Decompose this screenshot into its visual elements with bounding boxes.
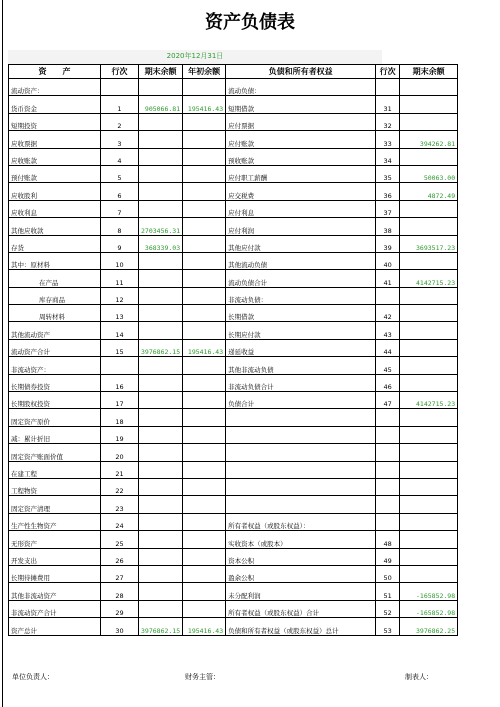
asset-line-cell: 21: [101, 461, 139, 478]
asset-end-balance-cell: [139, 392, 183, 409]
asset-line-cell: 9: [101, 235, 139, 252]
asset-line-cell: 10: [101, 252, 139, 269]
liability-item-cell: [226, 409, 376, 426]
asset-line-cell: 18: [101, 409, 139, 426]
liability-end-balance-cell: 3976862.25: [400, 618, 458, 635]
asset-begin-balance-cell: [183, 79, 226, 96]
liability-line-cell: 32: [376, 113, 400, 130]
liability-line-cell: 40: [376, 252, 400, 269]
table-row: [9, 444, 458, 461]
liability-item-cell: 资本公积: [226, 548, 376, 565]
asset-end-balance-cell: [139, 600, 183, 617]
asset-begin-balance-cell: [183, 513, 226, 530]
table-row: [9, 79, 458, 96]
asset-item-cell: 无形资产: [9, 531, 101, 548]
asset-begin-balance-cell: [183, 235, 226, 252]
table-row: [9, 322, 458, 339]
header-end-balance-2: 期末余额: [400, 65, 458, 79]
header-asset: 资 产: [9, 65, 101, 79]
asset-item-cell: 应收票据: [9, 131, 101, 148]
asset-end-balance-cell: 3976862.15: [139, 618, 183, 635]
asset-line-cell: 11: [101, 270, 139, 287]
liability-end-balance-cell: [400, 287, 458, 304]
table-row: [9, 409, 458, 426]
table-row: [9, 165, 458, 182]
liability-line-cell: [376, 409, 400, 426]
asset-item-cell: 非流动资产合计: [9, 600, 101, 617]
liability-end-balance-cell: 4142715.23: [400, 270, 458, 287]
asset-end-balance-cell: [139, 79, 183, 96]
asset-end-balance-cell: [139, 183, 183, 200]
liability-end-balance-cell: 4142715.23: [400, 392, 458, 409]
asset-item-cell: 周转材料: [9, 305, 101, 322]
table-row: [9, 252, 458, 269]
liability-end-balance-cell: 50063.00: [400, 165, 458, 182]
liability-item-cell: 其他非流动负债: [226, 357, 376, 374]
header-end-balance: 期末余额: [139, 65, 183, 79]
asset-line-cell: 12: [101, 287, 139, 304]
asset-item-cell: 在产品: [9, 270, 101, 287]
asset-line-cell: 6: [101, 183, 139, 200]
asset-begin-balance-cell: [183, 305, 226, 322]
asset-begin-balance-cell: [183, 113, 226, 130]
asset-begin-balance-cell: [183, 600, 226, 617]
liability-item-cell: 预收账款: [226, 148, 376, 165]
liability-item-cell: 所有者权益（或股东权益）合计: [226, 600, 376, 617]
asset-item-cell: 其中：原材料: [9, 252, 101, 269]
asset-begin-balance-cell: [183, 444, 226, 461]
asset-line-cell: 20: [101, 444, 139, 461]
asset-begin-balance-cell: [183, 183, 226, 200]
asset-begin-balance-cell: 195416.43: [183, 618, 226, 635]
liability-end-balance-cell: [400, 531, 458, 548]
table-row: [9, 374, 458, 391]
report-date: 2020年12月31日: [166, 52, 224, 60]
asset-end-balance-cell: 368339.03: [139, 235, 183, 252]
liability-line-cell: [376, 461, 400, 478]
liability-line-cell: 34: [376, 148, 400, 165]
asset-begin-balance-cell: [183, 165, 226, 182]
table-row: [9, 565, 458, 582]
asset-begin-balance-cell: [183, 287, 226, 304]
asset-line-cell: 5: [101, 165, 139, 182]
liability-line-cell: 45: [376, 357, 400, 374]
asset-begin-balance-cell: [183, 496, 226, 513]
liability-end-balance-cell: [400, 548, 458, 565]
asset-item-cell: 其他非流动资产: [9, 583, 101, 600]
header-begin-balance: 年初余额: [183, 65, 226, 79]
asset-end-balance-cell: [139, 252, 183, 269]
asset-item-cell: 应收股利: [9, 183, 101, 200]
asset-line-cell: 2: [101, 113, 139, 130]
table-row: [9, 461, 458, 478]
asset-line-cell: 29: [101, 600, 139, 617]
liability-line-cell: 47: [376, 392, 400, 409]
asset-item-cell: 生产性生物资产: [9, 513, 101, 530]
asset-begin-balance-cell: [183, 322, 226, 339]
asset-end-balance-cell: [139, 548, 183, 565]
liability-end-balance-cell: [400, 513, 458, 530]
asset-begin-balance-cell: 195416.43: [183, 339, 226, 356]
liability-line-cell: [376, 513, 400, 530]
asset-end-balance-cell: [139, 496, 183, 513]
asset-line-cell: 1: [101, 96, 139, 113]
table-row: [9, 305, 458, 322]
liability-end-balance-cell: [400, 409, 458, 426]
asset-line-cell: 16: [101, 374, 139, 391]
table-row: [9, 392, 458, 409]
liability-end-balance-cell: [400, 461, 458, 478]
asset-end-balance-cell: [139, 165, 183, 182]
asset-item-cell: 库存商品: [9, 287, 101, 304]
liability-line-cell: [376, 444, 400, 461]
asset-item-cell: 短期投资: [9, 113, 101, 130]
table-row: [9, 339, 458, 356]
asset-end-balance-cell: [139, 478, 183, 495]
asset-begin-balance-cell: [183, 392, 226, 409]
liability-end-balance-cell: [400, 148, 458, 165]
asset-line-cell: 15: [101, 339, 139, 356]
asset-item-cell: 流动资产合计: [9, 339, 101, 356]
asset-end-balance-cell: [139, 148, 183, 165]
asset-line-cell: 26: [101, 548, 139, 565]
table-row: [9, 235, 458, 252]
asset-item-cell: 开发支出: [9, 548, 101, 565]
liability-end-balance-cell: [400, 200, 458, 217]
liability-line-cell: 53: [376, 618, 400, 635]
asset-end-balance-cell: [139, 270, 183, 287]
liability-line-cell: 31: [376, 96, 400, 113]
asset-begin-balance-cell: 195416.43: [183, 96, 226, 113]
asset-begin-balance-cell: [183, 478, 226, 495]
liability-item-cell: 盈余公积: [226, 565, 376, 582]
asset-line-cell: 25: [101, 531, 139, 548]
liability-end-balance-cell: [400, 478, 458, 495]
liability-line-cell: 46: [376, 374, 400, 391]
liability-line-cell: 39: [376, 235, 400, 252]
asset-begin-balance-cell: [183, 583, 226, 600]
asset-line-cell: 19: [101, 426, 139, 443]
table-row: [9, 270, 458, 287]
liability-item-cell: 流动负债：: [226, 79, 376, 96]
table-row: [9, 548, 458, 565]
liability-item-cell: 非流动负债合计: [226, 374, 376, 391]
liability-line-cell: 38: [376, 218, 400, 235]
asset-begin-balance-cell: [183, 357, 226, 374]
asset-item-cell: 货币资金: [9, 96, 101, 113]
liability-end-balance-cell: [400, 96, 458, 113]
liability-line-cell: 36: [376, 183, 400, 200]
liability-line-cell: 44: [376, 339, 400, 356]
footer-finance-head: 财务主管：: [185, 673, 220, 681]
liability-item-cell: 负债和所有者权益（或股东权益）总计: [226, 618, 376, 635]
liability-item-cell: 负债合计: [226, 392, 376, 409]
asset-item-cell: 预付账款: [9, 165, 101, 182]
table-row: [9, 478, 458, 495]
asset-item-cell: 应收账款: [9, 148, 101, 165]
table-row: [9, 496, 458, 513]
asset-item-cell: 其他流动资产: [9, 322, 101, 339]
asset-line-cell: 23: [101, 496, 139, 513]
liability-line-cell: [376, 426, 400, 443]
liability-item-cell: [226, 461, 376, 478]
table-row: [9, 531, 458, 548]
table-row: [9, 618, 458, 635]
liability-end-balance-cell: [400, 252, 458, 269]
asset-end-balance-cell: [139, 426, 183, 443]
liability-end-balance-cell: -165852.98: [400, 600, 458, 617]
asset-item-cell: 工程物资: [9, 478, 101, 495]
table-row: [9, 183, 458, 200]
asset-end-balance-cell: [139, 444, 183, 461]
table-row: [9, 131, 458, 148]
table-row: [9, 426, 458, 443]
liability-line-cell: 48: [376, 531, 400, 548]
table-row: [9, 96, 458, 113]
asset-item-cell: 固定资产账面价值: [9, 444, 101, 461]
liability-line-cell: [376, 496, 400, 513]
liability-item-cell: 流动负债合计: [226, 270, 376, 287]
asset-line-cell: 4: [101, 148, 139, 165]
asset-begin-balance-cell: [183, 531, 226, 548]
asset-line-cell: [101, 357, 139, 374]
table-row: [9, 513, 458, 530]
liability-item-cell: 非流动负债：: [226, 287, 376, 304]
liability-item-cell: 短期借款: [226, 96, 376, 113]
liability-end-balance-cell: [400, 339, 458, 356]
asset-line-cell: 27: [101, 565, 139, 582]
liability-item-cell: 应付账款: [226, 131, 376, 148]
asset-line-cell: [101, 79, 139, 96]
liability-end-balance-cell: [400, 374, 458, 391]
asset-item-cell: 非流动资产：: [9, 357, 101, 374]
table-row: [9, 200, 458, 217]
asset-end-balance-cell: 2703456.31: [139, 218, 183, 235]
header-line-no-2: 行次: [376, 65, 400, 79]
liability-line-cell: 37: [376, 200, 400, 217]
liability-item-cell: [226, 496, 376, 513]
header-line-no: 行次: [101, 65, 139, 79]
asset-line-cell: 8: [101, 218, 139, 235]
page-title: 资产负债表: [205, 12, 295, 33]
asset-line-cell: 24: [101, 513, 139, 530]
liability-item-cell: 应付票据: [226, 113, 376, 130]
asset-item-cell: 长期待摊费用: [9, 565, 101, 582]
asset-item-cell: 长期股权投资: [9, 392, 101, 409]
asset-begin-balance-cell: [183, 409, 226, 426]
liability-line-cell: 33: [376, 131, 400, 148]
liability-line-cell: 51: [376, 583, 400, 600]
liability-end-balance-cell: [400, 357, 458, 374]
liability-item-cell: 应付利息: [226, 200, 376, 217]
liability-end-balance-cell: 394262.81: [400, 131, 458, 148]
asset-item-cell: 固定资产清理: [9, 496, 101, 513]
asset-item-cell: 流动资产：: [9, 79, 101, 96]
asset-begin-balance-cell: [183, 148, 226, 165]
asset-begin-balance-cell: [183, 565, 226, 582]
table-row: [9, 113, 458, 130]
liability-line-cell: 52: [376, 600, 400, 617]
asset-item-cell: 在建工程: [9, 461, 101, 478]
asset-item-cell: 其他应收款: [9, 218, 101, 235]
asset-item-cell: 固定资产原价: [9, 409, 101, 426]
asset-end-balance-cell: 3976862.15: [139, 339, 183, 356]
liability-item-cell: 长期借款: [226, 305, 376, 322]
liability-end-balance-cell: [400, 218, 458, 235]
asset-line-cell: 30: [101, 618, 139, 635]
liability-end-balance-cell: [400, 113, 458, 130]
liability-line-cell: 43: [376, 322, 400, 339]
liability-item-cell: 其他流动负债: [226, 252, 376, 269]
liability-item-cell: [226, 444, 376, 461]
asset-begin-balance-cell: [183, 426, 226, 443]
liability-item-cell: 未分配利润: [226, 583, 376, 600]
liability-end-balance-cell: [400, 79, 458, 96]
asset-begin-balance-cell: [183, 200, 226, 217]
liability-item-cell: 其他应付款: [226, 235, 376, 252]
liability-item-cell: 所有者权益（或股东权益）：: [226, 513, 376, 530]
table-row: [9, 583, 458, 600]
asset-line-cell: 13: [101, 305, 139, 322]
asset-end-balance-cell: [139, 374, 183, 391]
asset-end-balance-cell: [139, 287, 183, 304]
liability-item-cell: 应付职工薪酬: [226, 165, 376, 182]
liability-line-cell: [376, 79, 400, 96]
asset-end-balance-cell: [139, 461, 183, 478]
liability-line-cell: 50: [376, 565, 400, 582]
asset-line-cell: 22: [101, 478, 139, 495]
liability-end-balance-cell: 4872.49: [400, 183, 458, 200]
liability-end-balance-cell: -165852.98: [400, 583, 458, 600]
asset-begin-balance-cell: [183, 252, 226, 269]
balance-sheet-table: [8, 64, 458, 636]
asset-begin-balance-cell: [183, 131, 226, 148]
asset-end-balance-cell: [139, 583, 183, 600]
asset-line-cell: 3: [101, 131, 139, 148]
asset-line-cell: 7: [101, 200, 139, 217]
asset-end-balance-cell: [139, 565, 183, 582]
liability-item-cell: 应交税费: [226, 183, 376, 200]
asset-item-cell: 减：累计折旧: [9, 426, 101, 443]
liability-end-balance-cell: [400, 426, 458, 443]
asset-end-balance-cell: [139, 357, 183, 374]
liability-line-cell: 41: [376, 270, 400, 287]
header-liability: 负债和所有者权益: [226, 65, 376, 79]
liability-item-cell: 递延收益: [226, 339, 376, 356]
table-row: [9, 357, 458, 374]
asset-line-cell: 28: [101, 583, 139, 600]
liability-item-cell: 实收资本（或股本）: [226, 531, 376, 548]
liability-item-cell: 应付利润: [226, 218, 376, 235]
liability-item-cell: 长期应付款: [226, 322, 376, 339]
liability-end-balance-cell: 3693517.23: [400, 235, 458, 252]
liability-item-cell: [226, 426, 376, 443]
footer-preparer: 制表人：: [405, 673, 433, 681]
asset-begin-balance-cell: [183, 218, 226, 235]
liability-end-balance-cell: [400, 444, 458, 461]
asset-end-balance-cell: 905066.81: [139, 96, 183, 113]
liability-line-cell: 42: [376, 305, 400, 322]
asset-item-cell: 资产总计: [9, 618, 101, 635]
asset-end-balance-cell: [139, 113, 183, 130]
liability-line-cell: 49: [376, 548, 400, 565]
asset-begin-balance-cell: [183, 461, 226, 478]
asset-end-balance-cell: [139, 322, 183, 339]
table-row: [9, 148, 458, 165]
table-row: [9, 600, 458, 617]
asset-end-balance-cell: [139, 409, 183, 426]
asset-item-cell: 长期债券投资: [9, 374, 101, 391]
table-row: [9, 287, 458, 304]
header-row: [9, 65, 458, 79]
liability-end-balance-cell: [400, 305, 458, 322]
asset-begin-balance-cell: [183, 374, 226, 391]
liability-end-balance-cell: [400, 565, 458, 582]
asset-end-balance-cell: [139, 531, 183, 548]
asset-begin-balance-cell: [183, 548, 226, 565]
liability-item-cell: [226, 478, 376, 495]
table-row: [9, 218, 458, 235]
asset-begin-balance-cell: [183, 270, 226, 287]
liability-line-cell: [376, 478, 400, 495]
asset-end-balance-cell: [139, 305, 183, 322]
asset-line-cell: 17: [101, 392, 139, 409]
liability-line-cell: [376, 287, 400, 304]
liability-line-cell: 35: [376, 165, 400, 182]
asset-item-cell: 存货: [9, 235, 101, 252]
liability-end-balance-cell: [400, 322, 458, 339]
asset-line-cell: 14: [101, 322, 139, 339]
asset-item-cell: 应收利息: [9, 200, 101, 217]
asset-end-balance-cell: [139, 200, 183, 217]
asset-end-balance-cell: [139, 131, 183, 148]
footer-unit-head: 单位负责人：: [12, 673, 54, 681]
liability-end-balance-cell: [400, 496, 458, 513]
asset-end-balance-cell: [139, 513, 183, 530]
